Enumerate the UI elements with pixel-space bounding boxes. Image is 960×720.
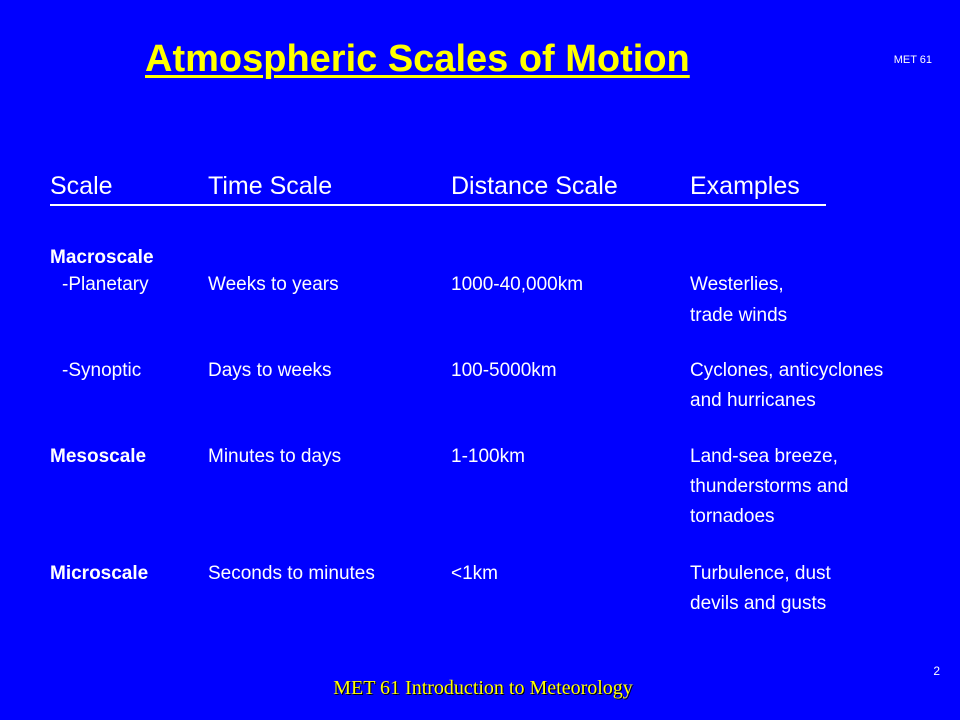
row-example-line: trade winds	[690, 305, 788, 326]
row-example-line: tornadoes	[690, 506, 775, 527]
row-example-line: and hurricanes	[690, 390, 816, 411]
row-example-line: Cyclones, anticyclones	[690, 360, 884, 381]
header-scale: Scale	[50, 172, 113, 200]
row-example-line: thunderstorms and	[690, 476, 849, 497]
row-example-line: Turbulence, dust	[690, 563, 831, 584]
row-example-line: Westerlies,	[690, 274, 784, 295]
section-label-mesoscale: Mesoscale	[50, 446, 147, 467]
header-examples: Examples	[690, 172, 800, 200]
row-scale: -Synoptic	[62, 360, 142, 381]
row-distance-scale: 1-100km	[451, 446, 525, 467]
footer	[0, 677, 960, 700]
row-example-line: Land-sea breeze,	[690, 446, 838, 467]
row-scale: -Planetary	[62, 274, 149, 295]
row-time-scale: Seconds to minutes	[208, 563, 375, 584]
row-distance-scale: 1000-40,000km	[451, 274, 584, 295]
slide-title: Atmospheric Scales of Motion	[145, 38, 690, 80]
header-time-scale: Time Scale	[208, 172, 333, 200]
row-example-line: devils and gusts	[690, 593, 827, 614]
header-distance-scale: Distance Scale	[451, 172, 618, 200]
page-number: 2	[933, 664, 940, 678]
row-time-scale: Days to weeks	[208, 360, 332, 381]
row-time-scale: Minutes to days	[208, 446, 342, 467]
row-time-scale: Weeks to years	[208, 274, 339, 295]
row-distance-scale: <1km	[451, 563, 498, 584]
row-distance-scale: 100-5000km	[451, 360, 557, 381]
section-label-macroscale: Macroscale	[50, 247, 154, 268]
course-tag: MET 61	[893, 54, 932, 66]
section-label-microscale: Microscale	[50, 563, 149, 584]
footer-text: MET 61 Introduction to Meteorology	[333, 677, 633, 699]
